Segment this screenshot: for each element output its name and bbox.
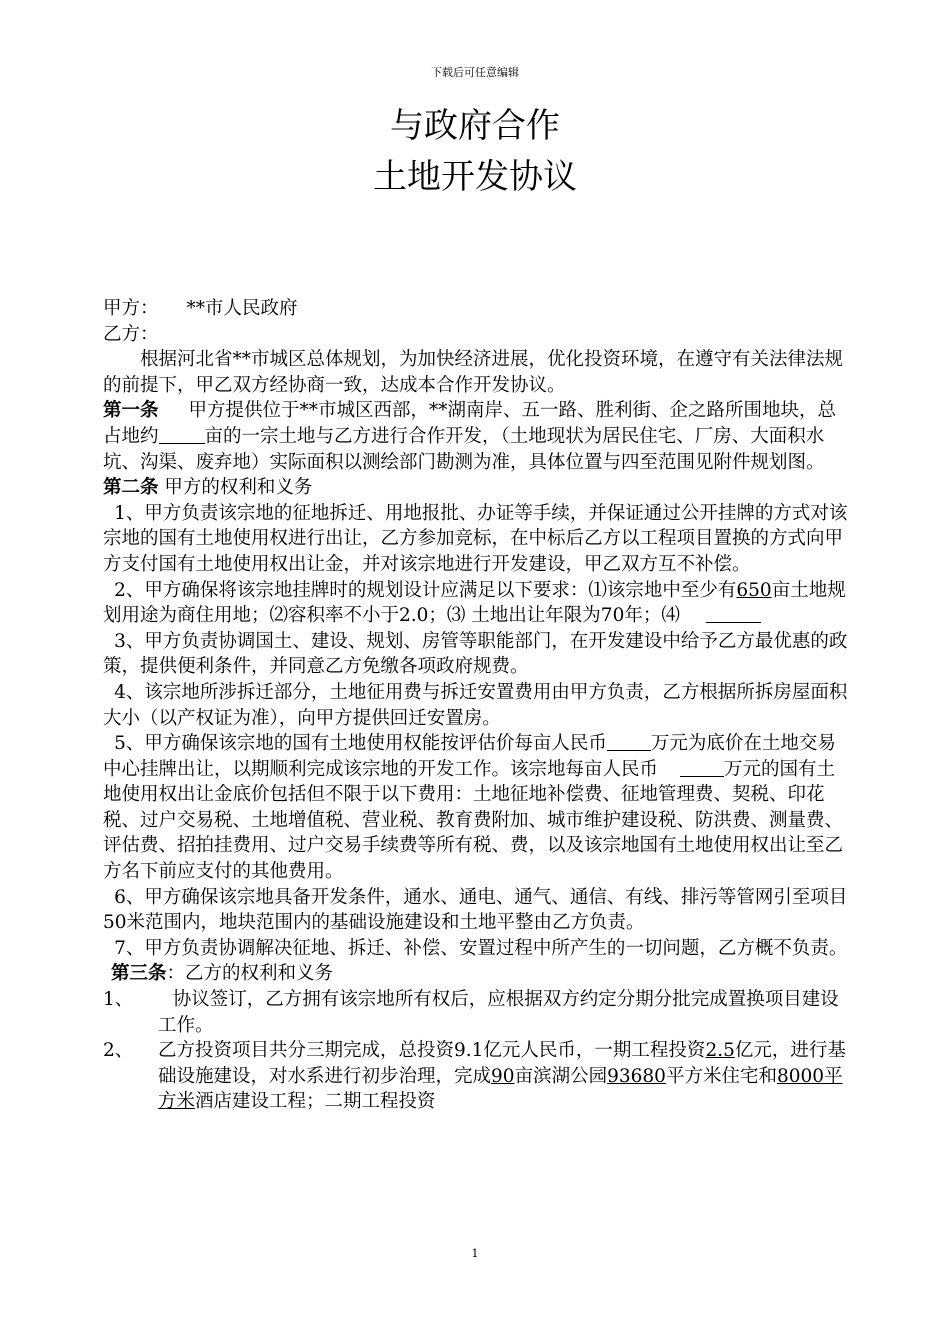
article-2-item-2-acre: 650 (736, 579, 772, 601)
hotel-area: 8000平方米 (158, 1065, 843, 1113)
phase-1-investment: 2.5 (705, 1040, 735, 1062)
article-2-item-2 (103, 578, 851, 629)
lakeside-park-area: 90 (491, 1065, 515, 1087)
article-2-item-5-text-a: 5、甲方确保该宗地的国有土地使用权能按评估价每亩人民币 (114, 733, 607, 755)
article-2-item-2-text-b: 亩土地规划用途为商住用地；⑵容积率不小于2.0；⑶ 土地出让年限为70年；⑷ (103, 579, 846, 627)
residential-area: 93680 (607, 1065, 666, 1087)
header-note: 下载后可任意编辑 (431, 66, 519, 79)
article-3-item-2 (103, 1038, 851, 1115)
blank-item-4 (706, 604, 761, 624)
article-2-item-7: 7、甲方负责协调解决征地、拆迁、补偿、安置过程中所产生的一切问题，乙方概不负责。 (114, 937, 848, 959)
article-3-item-2-text-d: 平方米住宅和 (665, 1065, 777, 1087)
article-1-heading: 第一条 (103, 400, 159, 422)
agreement-body (103, 296, 851, 1115)
article-2-item-2-text-a: 2、甲方确保将该宗地挂牌时的规划设计应满足以下要求：⑴该宗地中至少有 (114, 579, 737, 601)
article-2-item-5-text-b: 万元为底价在土地交易中心挂牌出让，以期顺利完成该宗地的开发工作。该宗地每亩人民币 (103, 733, 836, 780)
blank-price-1 (607, 732, 651, 752)
article-2-item-5-text-c: 万元的国有土地使用权出让金底价包括但不限于以下费用：土地征地补偿费、征地管理费、契税、印花税、过户交易税、土地增值税、营业税、教育费附加、城市维护建设税、防洪费、测量费、评估费、招拍挂费用、过户交易手续费等所有税、费，以及该宗地国有土地使用权出让至乙方名下前应支付的其他费用。 (103, 758, 844, 883)
blank-total-area (159, 424, 205, 444)
article-1-text-a: 甲方提供位于**市城区西部，**湖南岸、五一路、胜利街、企之路所围地块，总占地约 (103, 400, 837, 447)
article-3-item-2-body (158, 1038, 851, 1115)
party-a-value: **市人民政府 (186, 298, 298, 319)
article-1-text-b: 亩的一宗土地与乙方进行合作开发，（土地现状为居民住宅、厂房、大面积水坑、沟渠、废弃地）实际面积以测绘部门勘测为准，具体位置与四至范围见附件规划图。 (103, 425, 825, 473)
article-3-subheading: ：乙方的权利和义务 (166, 963, 334, 985)
party-a-line (103, 296, 851, 322)
article-3-item-2-text-b: 亿元，进行基础设施建设，对水系进行初步治理，完成 (158, 1040, 846, 1087)
party-a-label: 甲方： (103, 298, 159, 319)
article-3-item-1-number: 1、 (103, 989, 134, 1011)
intro-paragraph: 根据河北省**市城区总体规划，为加快经济进展，优化投资环境，在遵守有关法律法规的前提下，甲乙双方经协商一致，达成本合作开发协议。 (103, 349, 844, 396)
article-2-subheading: 甲方的权利和义务 (158, 477, 313, 499)
article-3-item-2-number: 2、 (103, 1040, 134, 1062)
article-3-item-2-text-a: 乙方投资项目共分三期完成，总投资9.1亿元人民币，一期工程投资 (158, 1040, 706, 1062)
article-2-item-4: 4、该宗地所涉拆迁部分，土地征用费与拆迁安置费用由甲方负责，乙方根据所拆房屋面积大小（以产权证为准），向甲方提供回迁安置房。 (103, 681, 848, 729)
article-3-item-2-text-c: 亩滨湖公园 (514, 1065, 608, 1087)
article-2-item-3: 3、甲方负责协调国土、建设、规划、房管等职能部门，在开发建设中给予乙方最优惠的政策，提供便利条件，并同意乙方免缴各项政府规费。 (103, 630, 848, 678)
article-2-item-1: 1、甲方负责该宗地的征地拆迁、用地报批、办证等手续，并保证通过公开挂牌的方式对该宗地的国有土地使用权进行出让，乙方参加竞标，在中标后乙方以工程项目置换的方式向甲方支付国有土地使用权出让金，并对该宗地进行开发建设，甲乙双方互不补偿。 (103, 502, 848, 575)
page-number: 1 (471, 1247, 479, 1260)
title-line-1: 与政府合作 (390, 106, 560, 146)
article-3-item-1 (103, 987, 851, 1038)
article-2-heading-line (103, 475, 851, 501)
article-2-item-6: 6、甲方确保该宗地具备开发条件，通水、通电、通气、通信、有线、排污等管网引至项目50米范围内，地块范围内的基础设施建设和土地平整由乙方负责。 (103, 886, 848, 934)
article-2-heading: 第二条 (103, 477, 159, 499)
article-2-item-5 (103, 731, 851, 885)
article-3-item-2-text-e: 酒店建设工程；二期工程投资 (195, 1091, 436, 1113)
article-1 (103, 398, 851, 475)
title-line-2: 土地开发协议 (373, 157, 577, 197)
blank-price-2 (680, 757, 724, 777)
article-3-heading-line (103, 961, 851, 987)
party-b-label: 乙方： (103, 323, 159, 345)
article-3-item-1-text: 协议签订，乙方拥有该宗地所有权后，应根据双方约定分期分批完成置换项目建设工作。 (158, 989, 839, 1036)
party-b-line (103, 322, 851, 348)
article-3-heading: 第三条 (111, 963, 167, 985)
